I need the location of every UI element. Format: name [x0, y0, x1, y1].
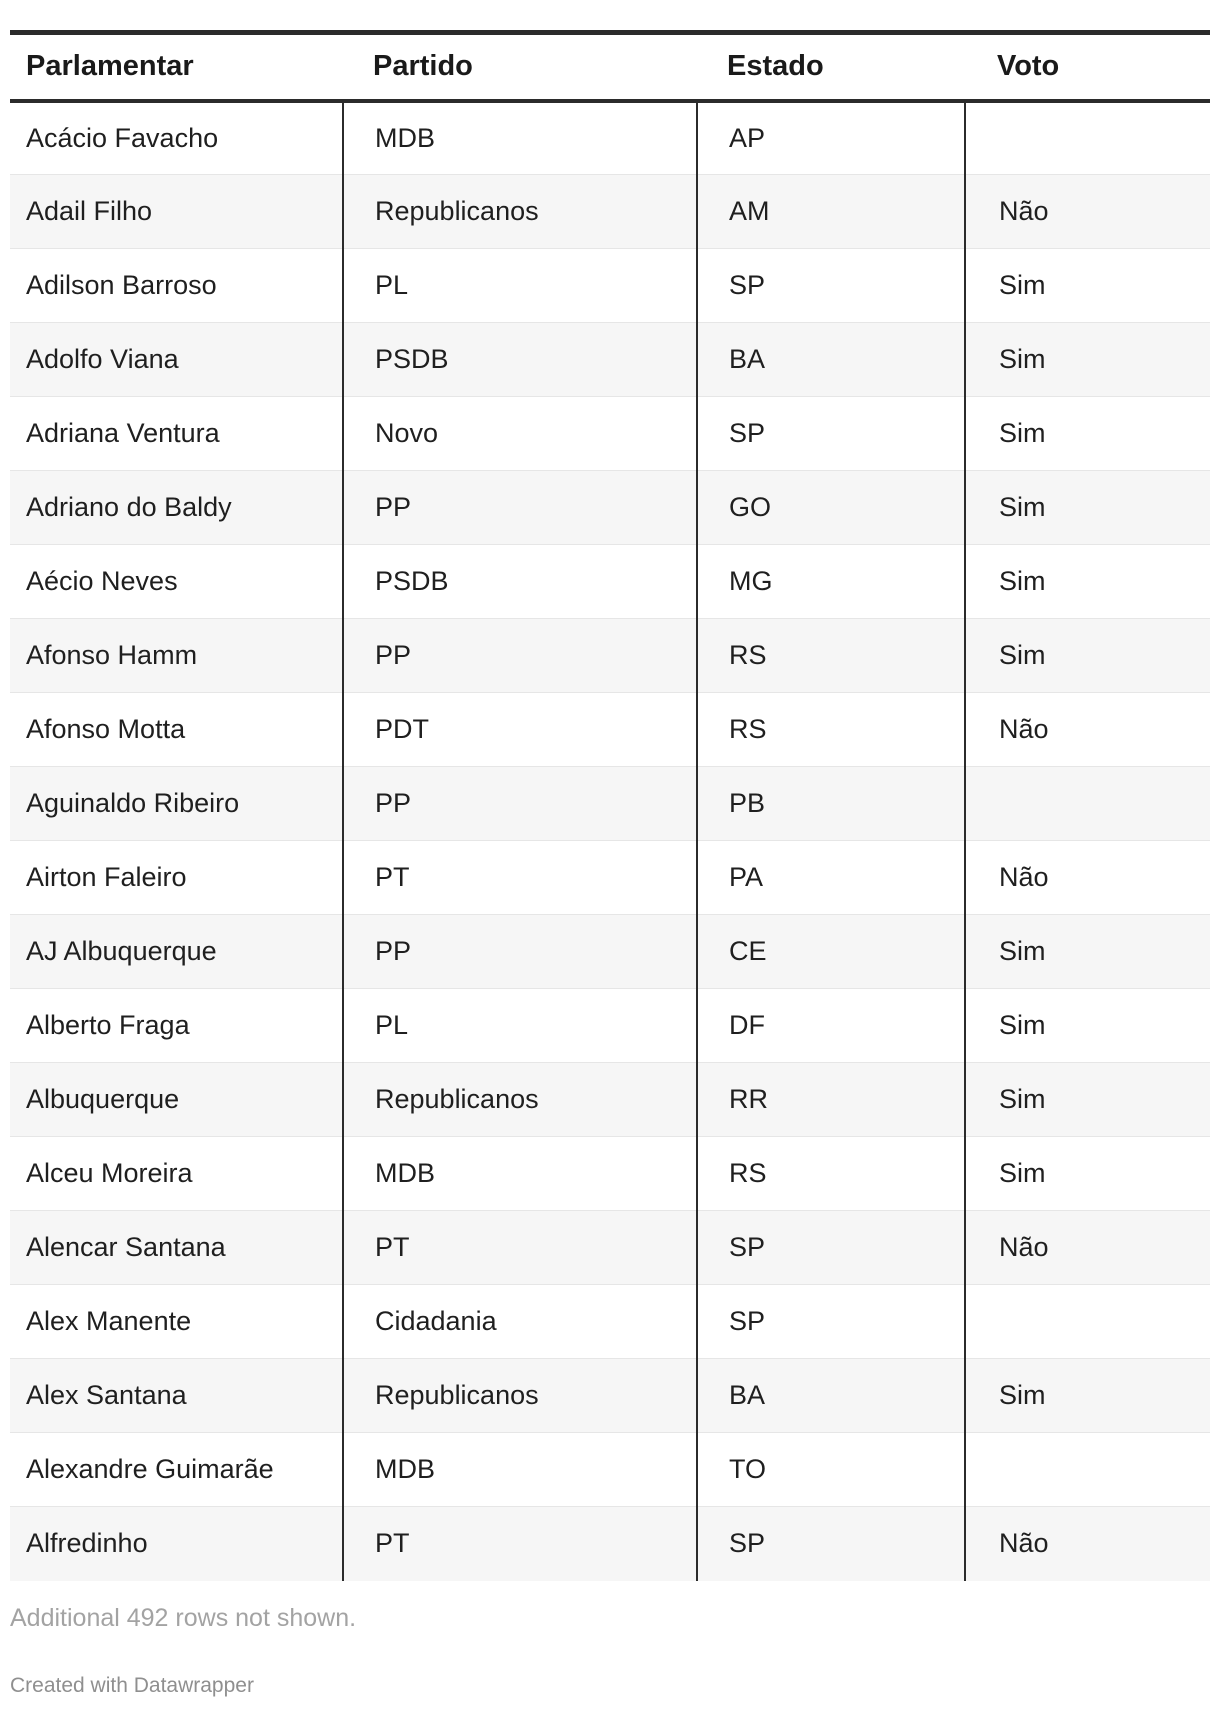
cell-parlamentar: Adail Filho: [10, 175, 343, 249]
cell-parlamentar: Alceu Moreira: [10, 1137, 343, 1211]
table-row: [10, 545, 1210, 619]
table-body: [10, 101, 1210, 1581]
table-row: [10, 1137, 1210, 1211]
cell-partido: Cidadania: [343, 1285, 697, 1359]
cell-parlamentar: Alexandre Guimarãe: [10, 1433, 343, 1507]
cell-partido: PP: [343, 767, 697, 841]
datawrapper-credit[interactable]: Created with Datawrapper: [10, 1674, 254, 1697]
cell-estado: RS: [697, 619, 965, 693]
cell-parlamentar: Alex Manente: [10, 1285, 343, 1359]
cell-voto: [965, 101, 1210, 175]
header-row: [10, 33, 1210, 101]
cell-partido: MDB: [343, 1137, 697, 1211]
cell-voto: Sim: [965, 545, 1210, 619]
column-header-parlamentar[interactable]: Parlamentar: [10, 33, 343, 101]
cell-estado: SP: [697, 249, 965, 323]
cell-partido: PP: [343, 619, 697, 693]
cell-partido: PT: [343, 1507, 697, 1581]
cell-partido: MDB: [343, 101, 697, 175]
cell-partido: Republicanos: [343, 1359, 697, 1433]
table-row: [10, 471, 1210, 545]
cell-partido: PDT: [343, 693, 697, 767]
cell-parlamentar: Alencar Santana: [10, 1211, 343, 1285]
cell-voto: [965, 767, 1210, 841]
cell-partido: PT: [343, 1211, 697, 1285]
table-row: [10, 175, 1210, 249]
cell-parlamentar: Acácio Favacho: [10, 101, 343, 175]
cell-parlamentar: Airton Faleiro: [10, 841, 343, 915]
cell-voto: Sim: [965, 1359, 1210, 1433]
table-row: [10, 1285, 1210, 1359]
cell-voto: [965, 1285, 1210, 1359]
cell-estado: PA: [697, 841, 965, 915]
table-row: [10, 1211, 1210, 1285]
cell-voto: Sim: [965, 915, 1210, 989]
cell-partido: Republicanos: [343, 175, 697, 249]
cell-estado: AM: [697, 175, 965, 249]
cell-partido: PP: [343, 471, 697, 545]
column-header-estado[interactable]: Estado: [697, 33, 965, 101]
cell-estado: TO: [697, 1433, 965, 1507]
table-row: [10, 249, 1210, 323]
cell-partido: PSDB: [343, 323, 697, 397]
cell-estado: PB: [697, 767, 965, 841]
cell-estado: SP: [697, 397, 965, 471]
table-row: [10, 989, 1210, 1063]
cell-voto: Não: [965, 841, 1210, 915]
votes-table: [10, 30, 1210, 1581]
cell-estado: MG: [697, 545, 965, 619]
cell-partido: PP: [343, 915, 697, 989]
rows-not-shown-note: Additional 492 rows not shown.: [10, 1604, 357, 1632]
cell-partido: PL: [343, 249, 697, 323]
column-header-voto[interactable]: Voto: [965, 33, 1210, 101]
cell-estado: DF: [697, 989, 965, 1063]
cell-parlamentar: Afonso Motta: [10, 693, 343, 767]
cell-voto: Não: [965, 693, 1210, 767]
cell-estado: GO: [697, 471, 965, 545]
cell-estado: RR: [697, 1063, 965, 1137]
cell-parlamentar: Adriana Ventura: [10, 397, 343, 471]
cell-partido: PSDB: [343, 545, 697, 619]
cell-parlamentar: Alfredinho: [10, 1507, 343, 1581]
cell-estado: BA: [697, 323, 965, 397]
cell-voto: Sim: [965, 989, 1210, 1063]
table-row: [10, 323, 1210, 397]
cell-parlamentar: Albuquerque: [10, 1063, 343, 1137]
table-row: [10, 101, 1210, 175]
cell-voto: Sim: [965, 323, 1210, 397]
table-row: [10, 1359, 1210, 1433]
cell-estado: AP: [697, 101, 965, 175]
table-row: [10, 841, 1210, 915]
cell-voto: Não: [965, 175, 1210, 249]
table-row: [10, 767, 1210, 841]
table-row: [10, 693, 1210, 767]
cell-parlamentar: Afonso Hamm: [10, 619, 343, 693]
cell-partido: PL: [343, 989, 697, 1063]
cell-voto: Sim: [965, 619, 1210, 693]
cell-voto: Sim: [965, 471, 1210, 545]
cell-parlamentar: Aécio Neves: [10, 545, 343, 619]
cell-voto: [965, 1433, 1210, 1507]
table-header: [10, 33, 1210, 101]
cell-partido: PT: [343, 841, 697, 915]
column-header-partido[interactable]: Partido: [343, 33, 697, 101]
cell-parlamentar: Adilson Barroso: [10, 249, 343, 323]
cell-parlamentar: Alex Santana: [10, 1359, 343, 1433]
cell-partido: Republicanos: [343, 1063, 697, 1137]
table-row: [10, 397, 1210, 471]
cell-voto: Não: [965, 1507, 1210, 1581]
cell-parlamentar: Aguinaldo Ribeiro: [10, 767, 343, 841]
cell-partido: Novo: [343, 397, 697, 471]
cell-estado: BA: [697, 1359, 965, 1433]
cell-estado: SP: [697, 1211, 965, 1285]
cell-estado: SP: [697, 1285, 965, 1359]
cell-parlamentar: Adriano do Baldy: [10, 471, 343, 545]
table-row: [10, 915, 1210, 989]
cell-parlamentar: AJ Albuquerque: [10, 915, 343, 989]
cell-parlamentar: Alberto Fraga: [10, 989, 343, 1063]
cell-partido: MDB: [343, 1433, 697, 1507]
cell-voto: Sim: [965, 397, 1210, 471]
table-row: [10, 1507, 1210, 1581]
cell-estado: RS: [697, 1137, 965, 1211]
table-row: [10, 619, 1210, 693]
table-row: [10, 1063, 1210, 1137]
cell-voto: Sim: [965, 249, 1210, 323]
cell-estado: SP: [697, 1507, 965, 1581]
cell-estado: CE: [697, 915, 965, 989]
cell-parlamentar: Adolfo Viana: [10, 323, 343, 397]
cell-voto: Sim: [965, 1063, 1210, 1137]
table-row: [10, 1433, 1210, 1507]
cell-estado: RS: [697, 693, 965, 767]
cell-voto: Não: [965, 1211, 1210, 1285]
cell-voto: Sim: [965, 1137, 1210, 1211]
